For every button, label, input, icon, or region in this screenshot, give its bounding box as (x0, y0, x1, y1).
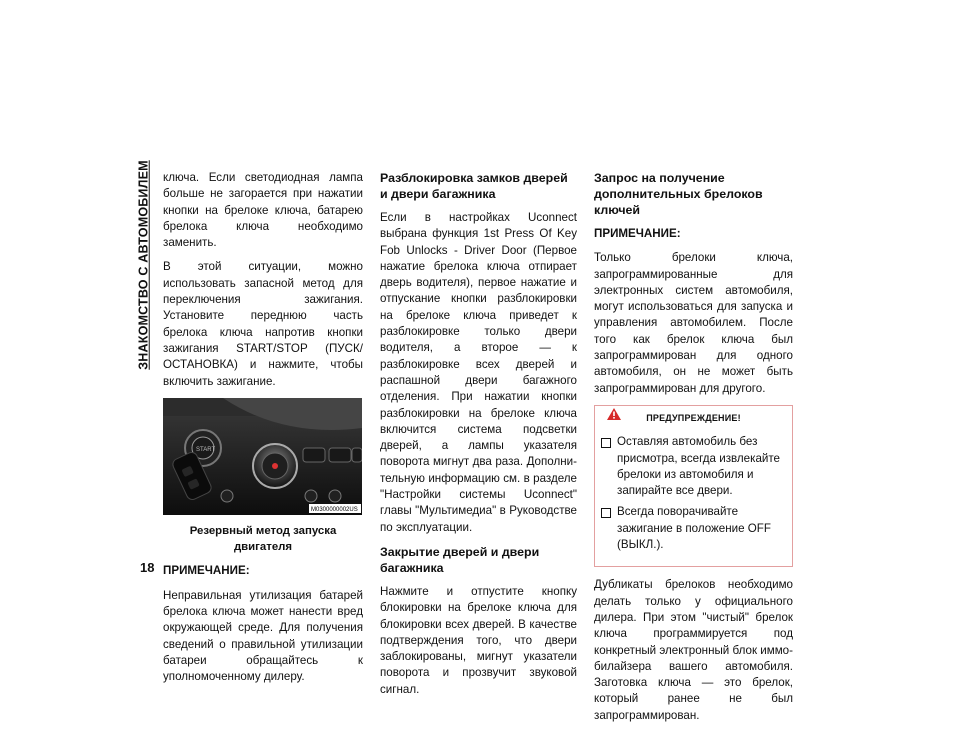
col3-note-heading: ПРИМЕЧАНИЕ: (594, 227, 681, 240)
page-number: 18 (140, 560, 155, 575)
col1-note-heading: ПРИМЕЧАНИЕ: (163, 564, 250, 578)
warning-item (601, 434, 786, 499)
lock-paragraph: Нажмите и отпустите кнопку блокировки на брелоке ключа для блокировки всех дверей. В качестве подтверждения того, что двери заблокированы, мигнут указатели поворота и прозвучит звуковой сигнал. (380, 584, 577, 696)
column-1 (163, 170, 363, 694)
warning-title: ПРЕДУПРЕЖДЕНИЕ! (646, 412, 741, 423)
warning-item-text: Всегда поворачивайте зажигание в положение OFF (ВЫКЛ.). (617, 505, 771, 552)
col1-note-text: Неправильная утилизация батарей брелока ключа может нанести вред окружающей среде. Для получения сведений о правильной утилизации батареи обращайтесь к уполномоченному дилеру. (163, 588, 363, 684)
warning-triangle-icon (607, 408, 621, 420)
unlock-paragraph: Если в настройках Uconnect выбрана функция 1st Press Of Key Fob Unlocks - Driver Door (Первое нажатие брелока ключа отпирает дверь водителя), первое нажатие и отпускание кнопки разблокировки на брелоке ключа приведет к разблокировке только двери водителя, а второе — к разблокировке всех дверей и распашной двери багажного отделения. При нажатии кнопки разблокировки на брелоке ключа включится система подсветки дверей, а лампы указателя поворота мигнут два раза. Дополнительную информацию см. в разделе "Настройки системы Uconnect" главы "Мультимедиа" в Руководстве по эксплуатации. (380, 211, 577, 534)
warning-header (601, 410, 786, 426)
section-side-tab (133, 150, 155, 380)
col1-paragraph-1: ключа. Если светодиодная лампа больше не загорается при нажатии кнопки на брелоке ключа, батарею брелока ключа необходимо заменить. (163, 171, 363, 250)
ignition-photo-illustration (163, 398, 362, 515)
image-caption: Резервный метод запуска двигателя (189, 524, 337, 554)
warning-box (594, 405, 793, 567)
ignition-backup-photo (163, 398, 362, 515)
unlock-heading: Разблокировка замков дверей и двери багажника (380, 171, 568, 201)
svg-text:START: START (196, 446, 216, 453)
checkbox-bullet-icon (601, 438, 611, 448)
warning-item-text: Оставляя автомобиль без присмотра, всегда извлекайте брелоки из автомобиля и запирайте все двери. (617, 435, 781, 498)
lock-heading: Закрытие дверей и двери багажника (380, 544, 540, 575)
column-3 (594, 170, 793, 732)
column-2 (380, 170, 577, 706)
duplicates-paragraph: Дубликаты брелоков необходимо делать только у официального дилера. При этом "чистый" брелок ключа программируется под конкретный электронный блок иммобилайзера вашего автомобиля. Заготовка ключа — это брелок, который ранее не был запрограммирован. (594, 578, 793, 722)
col3-note-text: Только брелоки ключа, запрограммированные для электронных систем автомобиля, могут использоваться для запуска и управления автомобилем. После того как брелок ключа был запрограммирован для одного автомобиля, он не может быть запрограммирован для другого. (594, 251, 793, 395)
checkbox-bullet-icon (601, 508, 611, 518)
section-side-tab-label: ЗНАКОМСТВО С АВТОМОБИЛЕМ (137, 160, 151, 370)
col1-paragraph-2: В этой ситуации, можно использовать запасной метод для переключения зажигания. Установите переднюю часть брелока ключа напротив кнопки зажигания START/STOP (ПУСК/ОСТАНОВКА) и нажмите, чтобы включить зажигание. (163, 260, 363, 388)
image-code-label: M0300000002US (311, 506, 358, 513)
warning-item (601, 504, 786, 553)
extra-fobs-heading: Запрос на получение дополнительных брелоков ключей (594, 171, 763, 217)
